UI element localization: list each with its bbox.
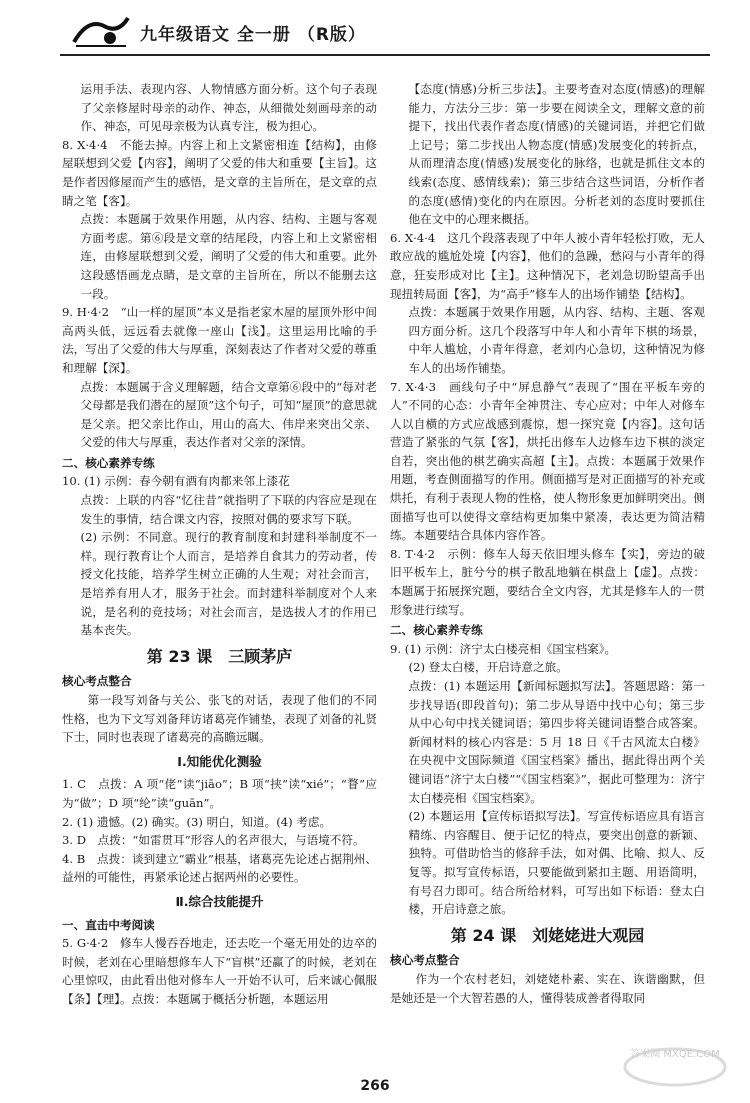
page-header xyxy=(0,0,750,62)
right-paragraph: 9. (1) 示例：济宁太白楼亮相《国宝档案》。 xyxy=(390,641,617,656)
left-paragraph: 点拨：本题属于含义理解题，结合文章第⑥段中的“每对老父母都是我们潜在的屋顶”这个句子，可知“屋顶”的意思就是父亲。把父亲比作山，用山的高大、伟岸来突出父亲、父爱的伟大与厚重，表达作者对父亲的深情。 xyxy=(80,379,377,450)
logo-icon xyxy=(70,12,132,52)
left-paragraph: 第一段写刘备与关公、张飞的对话，表现了他们的不同性格，也为下文写刘备拜访诸葛亮作铺垫，表现了刘备的礼贤下士，同时也表现了诸葛亮的高瞻远瞩。 xyxy=(62,693,377,745)
right-paragraph: (2) 本题运用【宣传标语拟写法】。写宣传标语应具有语言精练、内容醒目、便于记忆的特点，要突出创意的新颖、独特。可借助恰当的修辞手法，如对偶、比喻、拟人、反复等。拟写宣传标语，只要能做到紧扣主题、用语简明，有号召力即可。结合所给材料，可写出如下标语：登太白楼，开启诗意之旅。 xyxy=(408,809,705,917)
left-paragraph: 运用手法、表现内容、人物情感方面分析。这个句子表现了父亲修屋时母亲的动作、神态，从细微处刻画母亲的动作、神态，可见母亲极为认真专注，极为担心。 xyxy=(80,82,377,134)
left-paragraph: 点拨：上联的内容“忆往昔”就指明了下联的内容应是现在发生的事情，结合课文内容，按照对偶的要求写下联。 xyxy=(80,493,377,526)
right-paragraph: 二、核心素养专练 xyxy=(390,623,483,638)
right-paragraph: 点拨：(1) 本题运用【新闻标题拟写法】。答题思路：第一步找导语(即段首句)；第二步从导语中找中心句；第三步从中心句中找关键词语；第四步将关键词语整合成答案。新闻材料的核心内容是：5 月 18 日《千古风流太白楼》在央视中文国际频道《国宝档案》播出，据此得出两个关键词语“济宁太白楼”“《国宝档案》”，据此可整理为：济宁太白楼亮相《国宝档案》。 xyxy=(408,679,705,805)
left-paragraph: Ⅱ.综合技能提升 xyxy=(175,893,264,909)
left-paragraph: 核心考点整合 xyxy=(62,674,132,689)
left-paragraph: Ⅰ.知能优化测验 xyxy=(177,753,262,769)
left-paragraph: 第 23 课 三顾茅庐 xyxy=(146,646,293,666)
right-paragraph: 【态度(情感)分析三步法】。主要考查对态度(情感)的理解能力，方法分三步：第一步要在阅读全文，理解文意的前提下，找出代表作者态度(情感)的关键词语，并把它们做上记号；第二步找出人物态度(情感)发展变化的转折点，从而理清态度(情感)发展变化的脉络，也就是抓住文本的线索(态度、感情线索)；第三步结合这些词语，分析作者的态度(感情)变化的内在原因。分析老刘的态度时要抓住他在文中的心理来概括。 xyxy=(408,82,705,227)
right-paragraph: 作为一个农村老妇，刘姥姥朴素、实在、诙谐幽默，但是她还是一个大智若愚的人，懂得装成善者得取同 xyxy=(390,971,705,1005)
left-paragraph: 5. G·4·2 修车人慢吞吞地走，还去吃一个毫无用处的边卒的时候，老刘在心里暗想修车人下“盲棋”还赢了的时候，老刘在心里惊叹，由此看出他对修车人一开始不认可，后来诚心佩服【条】【理】。点拨：本题属于概括分析题，本题运用 xyxy=(62,936,377,1006)
left-paragraph: (2) 示例：不同意。现行的教育制度和封建科举制度不一样。现行教育让个人而言，是培养自食其力的劳动者，传授文化技能，培养学生树立正确的人生观；对社会而言，是培养有用人才，服务于社会。而封建科举制度对个人来说，是名利的竞技场；对社会而言，是选拔人才的作用已基本丧失。 xyxy=(80,530,377,638)
left-paragraph: 3. D 点拨：“如雷贯耳”形容人的名声很大，与语境不符。 xyxy=(62,833,365,848)
right-paragraph: 7. X·4·3 画线句子中“屏息静气”表现了“围在平板车旁的人”不同的心态：小青年全神贯注、专心应对；中年人对修车人以自横的方式应战感到震惊，想一探究竟【内容】。这句话营造了紧张的气氛【客】，烘托出修车人边修车边下棋的淡定自若，突出他的棋艺确实高超【主】。点拨：本题属于效果作用题，考查侧面描写的作用。侧面描写是对正面描写的补充或烘托，有利于表现人物的性格，使人物形象更加鲜明突出。侧面描写也可以使得文章结构更加集中紧凑，表达更为简洁精练。本题要结合具体内容作答。 xyxy=(390,379,705,543)
left-paragraph: 点拨：本题属于效果作用题，从内容、结构、主题与客观方面考虑。第⑥段是文章的结尾段，内容上和上文紧密相连，由修屋联想到父爱，阐明了父爱的伟大和重要。此外这段感悟画龙点睛，是文章的主旨所在，所以不能删去这一段。 xyxy=(80,212,377,301)
right-paragraph: 8. T·4·2 示例：修车人每天依旧埋头修车【实】，旁边的破旧平板车上，脏兮兮的棋子散乱地躺在棋盘上【虚】。点拨：本题属于拓展探究题，要结合全文内容，尤其是修车人的一贯形象进行续写。 xyxy=(390,546,705,617)
right-paragraph: 第 24 课 刘姥姥进大观园 xyxy=(450,925,645,945)
left-paragraph: 9. H·4·2 “山一样的屋顶”本义是指老家木屋的屋顶外形中间高两头低，远远看去就像一座山【浅】。这里运用比喻的手法，写出了父爱的伟大与厚重，深刻表达了作者对父爱的尊重和理解【深】。 xyxy=(62,305,377,375)
left-column xyxy=(62,80,377,1009)
book-title: 九年级语文 全一册 （R版） xyxy=(140,25,366,45)
book-logo xyxy=(70,12,132,52)
right-column xyxy=(390,80,705,1007)
left-paragraph: 4. B 点拨：谈到建立“霸业”根基，诸葛亮先论述占据荆州、益州的可能性，再紧承论述占据两州的必要性。 xyxy=(62,851,377,885)
left-paragraph: 一、直击中考阅读 xyxy=(62,917,155,932)
left-paragraph: 二、核心素养专练 xyxy=(62,455,155,470)
left-paragraph: 10. (1) 示例：春今朝有酒有肉都来邻上漆花 xyxy=(62,474,290,489)
right-paragraph: 点拨：本题属于效果作用题，从内容、结构、主题、客观四方面分析。这几个段落写中年人和小青年下棋的场景，中年人尴尬，小青年得意，老刘内心急切，这种情况为修车人的出场作铺垫。 xyxy=(408,305,705,375)
left-paragraph: 8. X·4·4 不能去掉。内容上和上文紧密相连【结构】，由修屋联想到父爱【内容】，阐明了父爱的伟大和重要【主旨】。这是作者因修屋而产生的感悟，是文章的主旨所在，是文章的点睛之笔【客】。 xyxy=(62,137,377,208)
header-divider xyxy=(60,54,710,56)
left-paragraph: 2. (1) 遗憾。(2) 确实。(3) 明白，知道。(4) 考虑。 xyxy=(62,814,332,829)
page-number: 266 xyxy=(360,1078,390,1094)
left-paragraph: 1. C 点拨：A 项“佬”读“jiāo”；B 项“挟”读“xié”；“瞀”应为“做”；D 项“纶”读“guān”。 xyxy=(62,777,377,810)
right-paragraph: 6. X·4·4 这几个段落表现了中年人被小青年轻松打败，无人敢应战的尴尬处境【内容】，他们的急躁，愁闷与小青年的得意，狂妄形成对比【主】。这种情况下，老刘急切盼望高手出现扭转局面【客】，为“高手”修车人的出场作铺垫【结构】。 xyxy=(390,230,705,301)
right-paragraph: 核心考点整合 xyxy=(390,953,460,968)
right-paragraph: (2) 登太白楼，开启诗意之旅。 xyxy=(408,660,568,675)
watermark xyxy=(615,1045,735,1095)
watermark-text: 答案圈 MXQE.COM xyxy=(630,1049,720,1060)
